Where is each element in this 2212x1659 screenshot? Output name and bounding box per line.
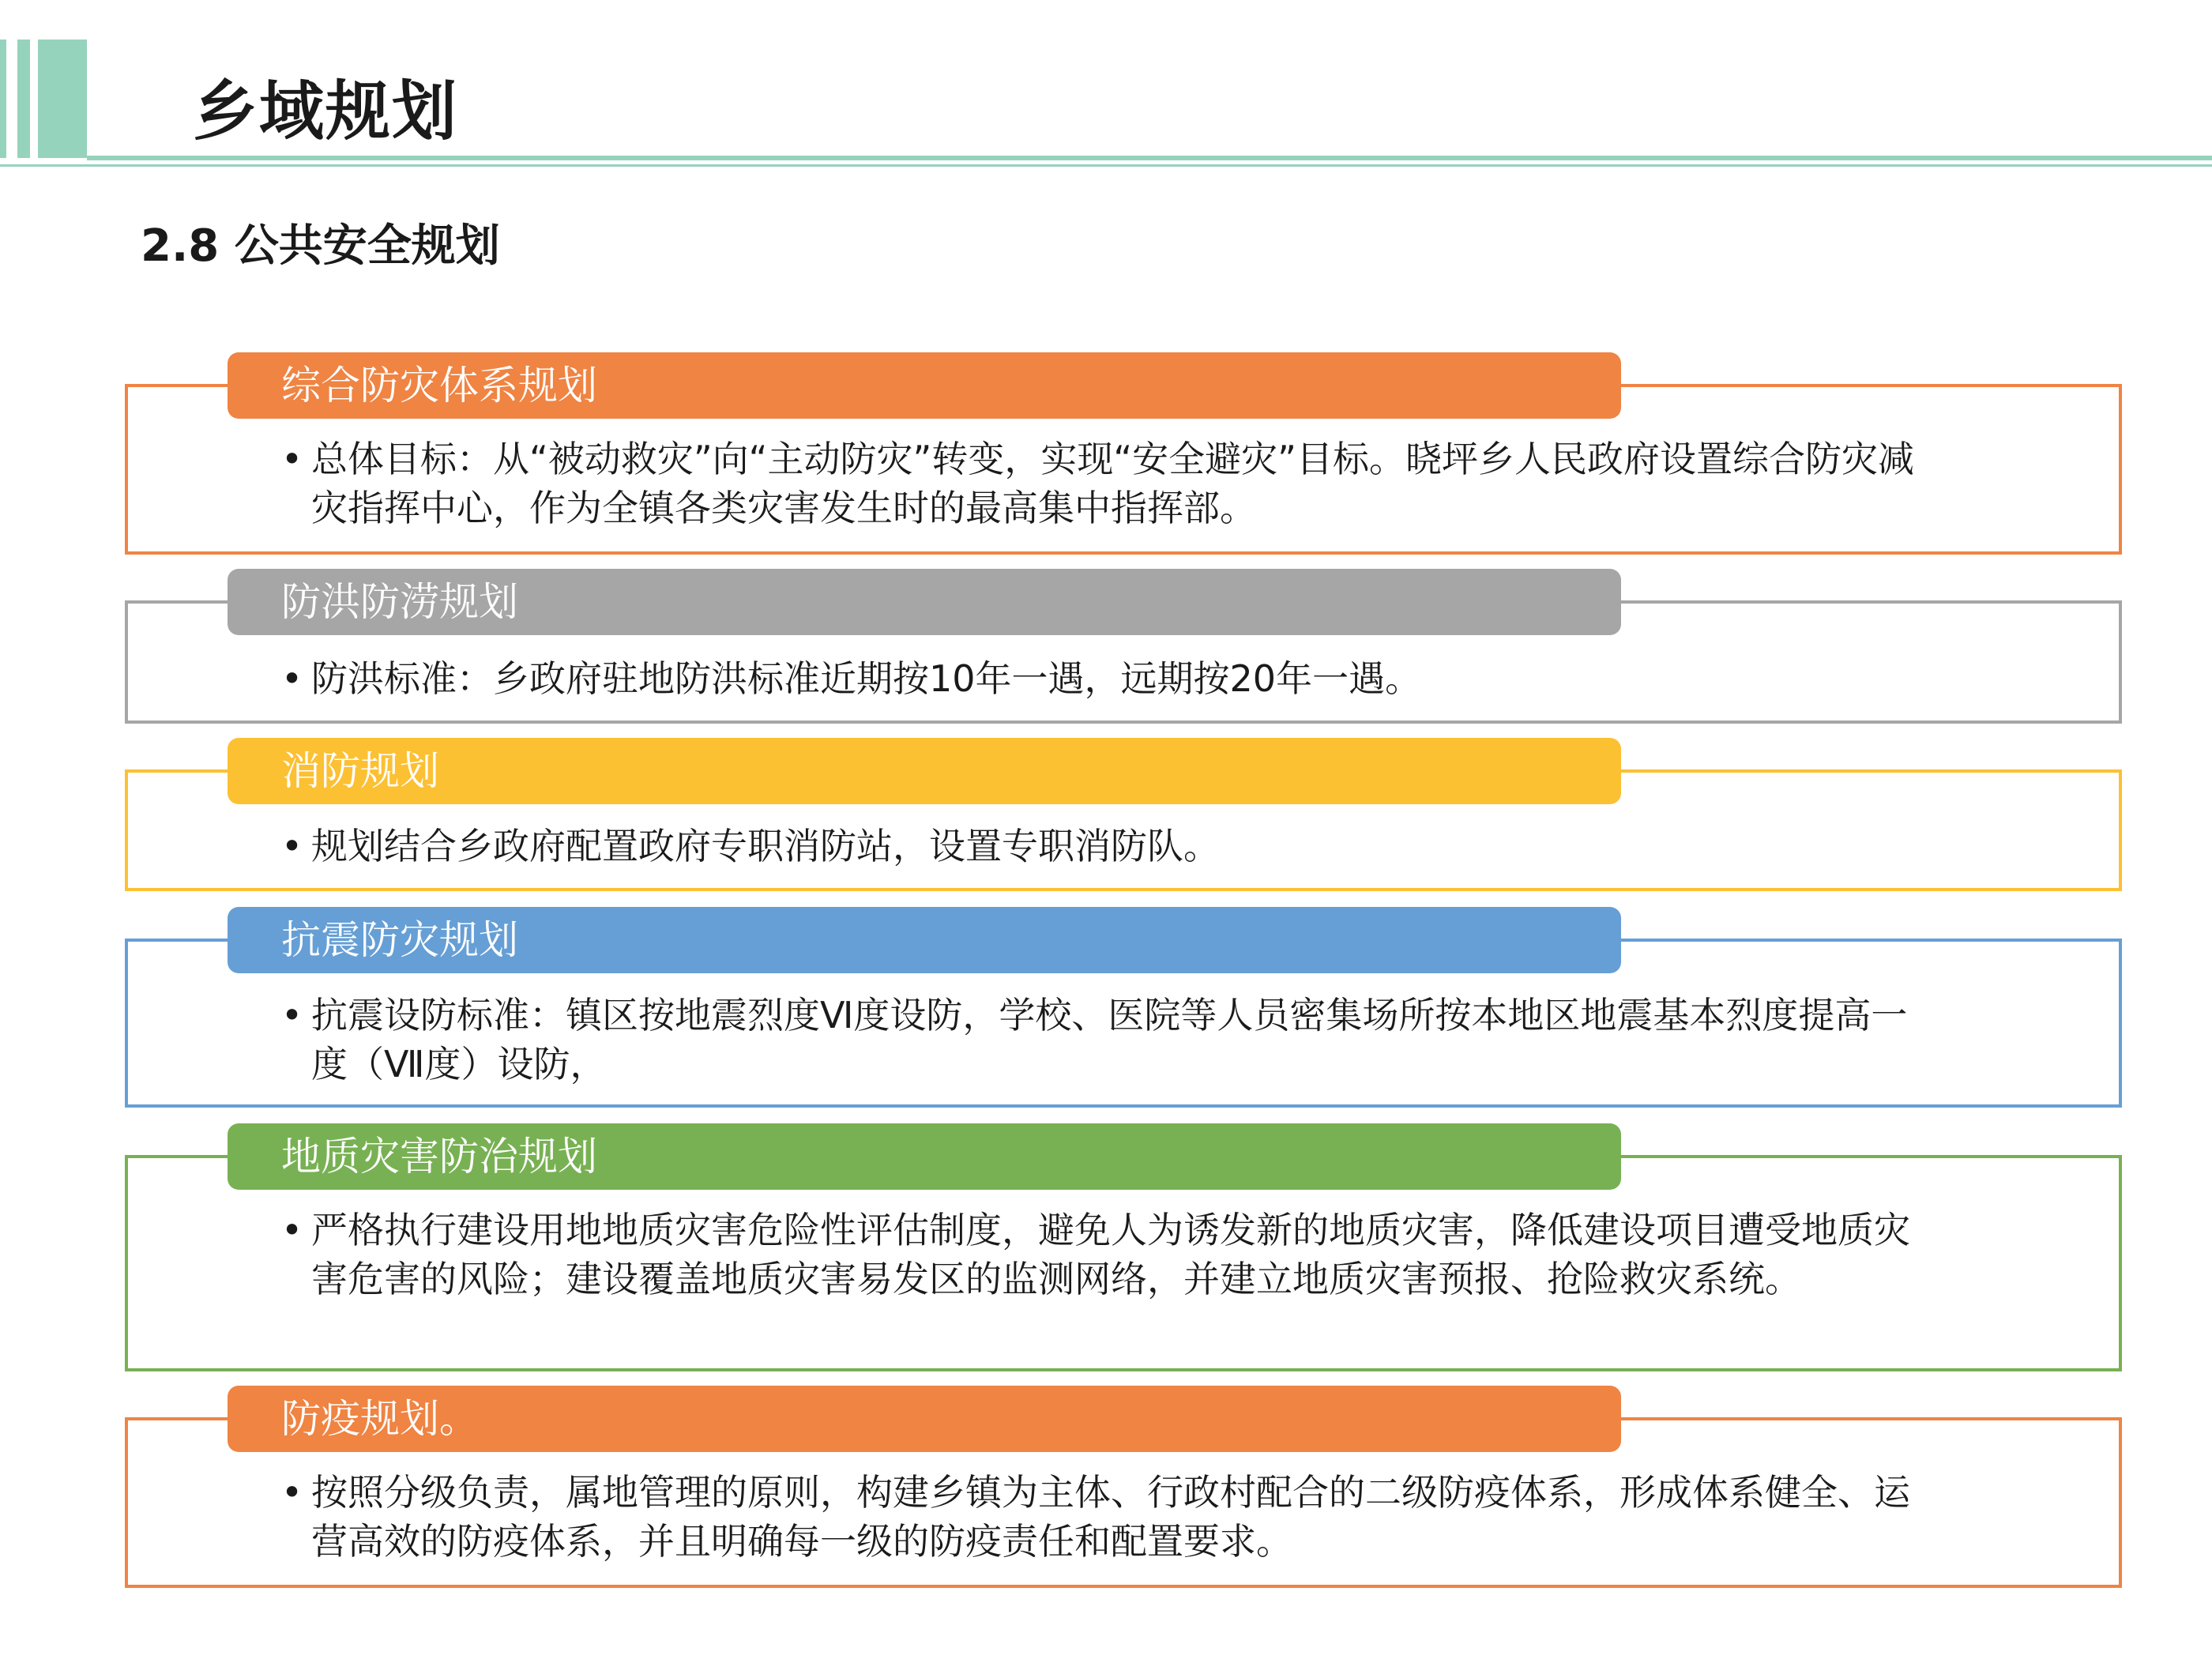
panel-header-earthquake-resistance: 抗震防灾规划 xyxy=(228,907,1621,973)
header-underline xyxy=(87,156,2212,160)
panel-header-comprehensive-disaster-prevention: 综合防灾体系规划 xyxy=(228,352,1621,419)
bullet-dot: • xyxy=(281,438,303,480)
panel-header-fire-protection: 消防规划 xyxy=(228,738,1621,804)
bullet-item xyxy=(281,434,1940,532)
bullet-text: 严格执行建设用地地质灾害危险性评估制度，避免人为诱发新的地质灾害，降低建设项目遭受地质灾害危害的风险；建设覆盖地质灾害易发区的监测网络，并建立地质灾害预报、抢险救灾系统。 xyxy=(311,1209,1910,1300)
bullet-item xyxy=(281,822,1940,871)
panel-header-flood-control: 防洪防涝规划 xyxy=(228,569,1621,635)
bullet-dot: • xyxy=(281,1471,303,1514)
header-underline-thin xyxy=(0,164,2212,167)
panel-header-geological-hazard: 地质灾害防治规划 xyxy=(228,1123,1621,1190)
bullet-text: 总体目标：从“被动救灾”向“主动防灾”转变，实现“安全避灾”目标。晓坪乡人民政府设置综合防灾减灾指挥中心，作为全镇各类灾害发生时的最高集中指挥部。 xyxy=(311,438,1914,529)
bullet-dot: • xyxy=(281,994,303,1036)
bullet-text: 按照分级负责，属地管理的原则，构建乡镇为主体、行政村配合的二级防疫体系，形成体系健全、运营高效的防疫体系，并且明确每一级的防疫责任和配置要求。 xyxy=(311,1471,1910,1563)
bullet-dot: • xyxy=(281,657,303,700)
bullet-item xyxy=(281,991,1940,1089)
bullet-item xyxy=(281,1468,1940,1566)
bullet-text: 抗震设防标准：镇区按地震烈度Ⅵ度设防，学校、医院等人员密集场所按本地区地震基本烈度提高一度（Ⅶ度）设防， xyxy=(311,994,1908,1085)
bullet-item xyxy=(281,1206,1940,1304)
bullet-dot: • xyxy=(281,1209,303,1251)
panel-header-epidemic-prevention: 防疫规划。 xyxy=(228,1386,1621,1452)
header-accent-bar-wide xyxy=(38,40,87,158)
section-title: 2.8 公共安全规划 xyxy=(141,220,500,272)
page-title: 乡域规划 xyxy=(193,74,459,149)
bullet-text: 防洪标准：乡政府驻地防洪标准近期按10年一遇，远期按20年一遇。 xyxy=(311,657,1422,700)
header-accent-bar-thin xyxy=(0,40,6,158)
bullet-text: 规划结合乡政府配置政府专职消防站，设置专职消防队。 xyxy=(311,825,1220,867)
header-accent-bar-narrow xyxy=(17,40,30,158)
bullet-item xyxy=(281,654,1940,703)
bullet-dot: • xyxy=(281,825,303,867)
